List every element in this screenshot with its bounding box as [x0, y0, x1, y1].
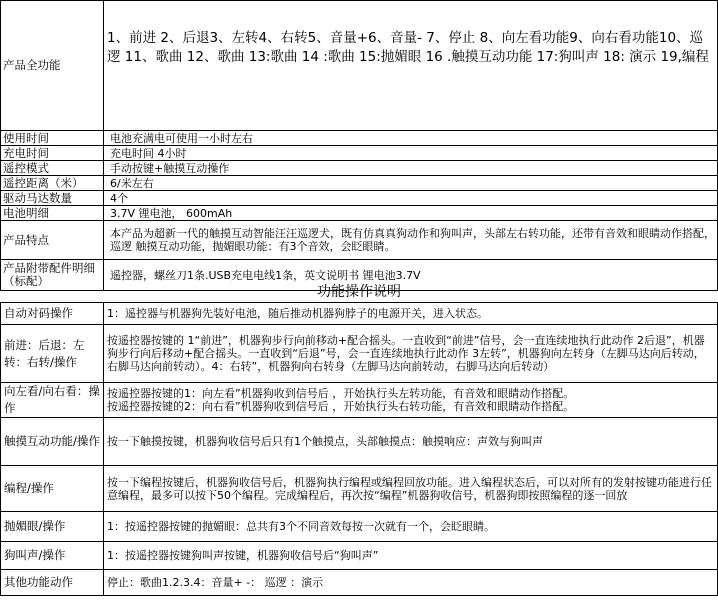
op-row-look: [1, 383, 718, 418]
spec-row-remote-range: [1, 176, 718, 191]
features-value: 1、前进 2、后退3、左转4、右转5、音量+6、音量- 7、停止 8、向左看功能9、向右看功能10、巡逻 11、歌曲 12、歌曲 13:歌曲 14 :歌曲 15:抛媚眼 16 .触摸互动功能 17:狗叫声 18: 演示 19,编程: [104, 1, 718, 131]
other-label: 其他功能动作: [1, 570, 104, 596]
op-row-wink: [1, 512, 718, 542]
spec-table: [0, 0, 718, 291]
bark-label: 狗叫声/操作: [1, 542, 104, 570]
spec-row-battery: [1, 206, 718, 221]
op-row-pairing: [1, 303, 718, 325]
look-value: [104, 383, 718, 418]
usage-time-value: 电池充满电可使用一小时左右: [104, 131, 718, 146]
motors-label: 驱动马达数量: [1, 191, 104, 206]
battery-value: 3.7V 锂电池， 600mAh: [104, 206, 718, 221]
touch-label: 触摸互动功能/操作: [1, 418, 104, 466]
pairing-value: 1：遥控器与机器狗先装好电池，随后推动机器狗脖子的电源开关，进入状态。: [104, 303, 718, 325]
op-row-other: [1, 570, 718, 596]
highlights-value: 本产品为超新一代的触摸互动智能汪汪巡逻犬，既有仿真真狗动作和狗叫声，头部左右转功能，还带有音效和眼睛动作搭配，巡逻 触摸互动功能，抛媚眼功能：有3个音效，会眨眼睛。: [104, 221, 718, 260]
features-label: 产品全功能: [1, 1, 104, 131]
remote-range-label: 遥控距离（米）: [1, 176, 104, 191]
remote-range-value: 6/米左右: [104, 176, 718, 191]
look-label: 向左看/向右看：操作: [1, 383, 104, 418]
op-row-bark: [1, 542, 718, 570]
remote-mode-label: 遥控模式: [1, 161, 104, 176]
wink-label: 抛媚眼/操作: [1, 512, 104, 542]
motors-value: 4个: [104, 191, 718, 206]
op-row-program: [1, 466, 718, 512]
accessories-value: 遥控器，螺丝刀1条.USB充电电线1条，英文说明书 锂电池3.7V: [104, 260, 718, 291]
look-left-text: 按遥控器按键的1：向左看”机器狗收到信号后 ，开始执行头左转功能，有音效和眼睛动作搭配。: [107, 387, 575, 400]
wink-value: 1：按遥控器按键的抛媚眼：总共有3个不同音效每按一次就有一个，会眨眼睛。: [104, 512, 718, 542]
section-title: 功能操作说明: [317, 284, 401, 300]
bark-value: 1：按遥控器按键狗叫声按键，机器狗收信号后“狗叫声”: [104, 542, 718, 570]
movement-label: 前进：后退：左转：右转/操作: [1, 325, 104, 383]
usage-time-label: 使用时间: [1, 131, 104, 146]
op-row-movement: [1, 325, 718, 383]
op-row-touch: [1, 418, 718, 466]
program-value: 按一下编程按键后，机器狗收信号后，机器狗执行编程或编程回放功能。进入编程状态后，可以对所有的发射按键功能进行任意编程，最多可以按下50个编程。完成编程后，再次按“编程”机器狗收信号，机器狗即按照编程的逐一回放: [104, 466, 718, 512]
program-label: 编程/操作: [1, 466, 104, 512]
touch-value: 按一下触摸按键，机器狗收信号后只有1个触摸点，头部触摸点：触摸响应：声效与狗叫声: [104, 418, 718, 466]
battery-label: 电池明细: [1, 206, 104, 221]
charge-time-label: 充电时间: [1, 146, 104, 161]
spec-row-highlights: [1, 221, 718, 260]
charge-time-value: 充电时间 4小时: [104, 146, 718, 161]
spec-row-usage-time: [1, 131, 718, 146]
operations-table: [0, 302, 718, 596]
movement-value: 按遥控器按键的 1“前进”，机器狗步行向前移动+配合摇头。一直收到“前进”信号，会一直连续地执行此动作 2后退”，机器狗步行向后移动+配合摇头。一直收到“后退”号，会一直连续地执行此动作 3左转”，机器狗向左转身（左脚马达向后转动，右脚马达向前转动）。4：右转”，机器狗向右转身（左脚马达向前转动，右脚马达向后转动）: [104, 325, 718, 383]
other-value: 停止：歌曲1.2.3.4：音量+ -： 巡逻 ：演示: [104, 570, 718, 596]
pairing-label: 自动对码操作: [1, 303, 104, 325]
highlights-label: 产品特点: [1, 221, 104, 260]
accessories-label: 产品附带配件明细（标配）: [1, 260, 104, 291]
spec-row-features: [1, 1, 718, 131]
spec-row-charge-time: [1, 146, 718, 161]
spec-row-remote-mode: [1, 161, 718, 176]
remote-mode-value: 手动按键+触摸互动操作: [104, 161, 718, 176]
spec-row-motors: [1, 191, 718, 206]
look-right-text: 按遥控器按键的2：向右看”机器狗收到信号后 ，开始执行头右转功能，有音效和眼睛动作搭配。: [107, 400, 575, 413]
